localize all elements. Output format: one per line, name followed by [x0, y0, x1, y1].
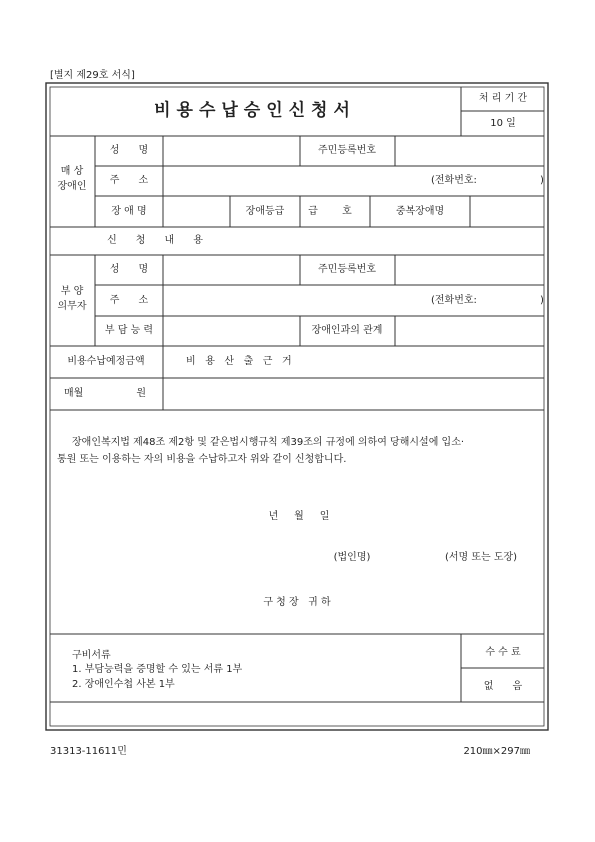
disability-name-field[interactable] — [164, 197, 229, 226]
cost-basis-heading: 비 용 산 출 근 거 — [186, 356, 292, 367]
monthly-basis-field[interactable] — [164, 380, 543, 408]
request-content-heading: 신 청 내 용 — [107, 235, 203, 246]
disability-name-label: 장 애 명 — [111, 206, 147, 217]
guardian-phone-close: ) — [540, 295, 544, 306]
multiple-disability-label: 중복장애명 — [395, 206, 445, 217]
disabled-id-field[interactable] — [396, 137, 543, 165]
disabled-phone-field[interactable] — [485, 167, 539, 195]
guardian-phone-label: (전화번호: — [431, 295, 477, 306]
fee-value: 없 음 — [483, 681, 523, 692]
guardian-section-label-1: 부 양 — [60, 286, 84, 297]
disability-grade-label: 장애등급 — [245, 206, 285, 217]
guardian-name-field[interactable] — [164, 256, 299, 284]
monthly-amount-field[interactable] — [96, 380, 136, 408]
relation-label: 장애인과의 관계 — [311, 325, 383, 336]
statement-line-1: 장애인복지법 제48조 제2항 및 같은법시행규칙 제39조의 규정에 의하여 당해시설에 입소· — [72, 437, 465, 448]
form-reference: [별지 제29호 서식] — [50, 70, 135, 81]
won-label: 원 — [136, 388, 146, 399]
disability-grade-field[interactable] — [301, 197, 369, 226]
paper-size: 210㎜×297㎜ — [463, 746, 530, 757]
multiple-disability-field[interactable] — [471, 197, 543, 226]
disabled-name-label: 성 명 — [109, 145, 149, 156]
form-code: 31313-11611민 — [50, 746, 127, 757]
relation-field[interactable] — [396, 317, 543, 345]
guardian-name-label: 성 명 — [109, 264, 149, 275]
required-documents-heading: 구비서류 — [72, 650, 111, 661]
guardian-id-field[interactable] — [396, 256, 543, 284]
disabled-person-section-label-1: 매 상 — [60, 166, 84, 177]
fee-label: 수 수 료 — [485, 647, 521, 658]
cost-basis-field[interactable] — [164, 347, 543, 377]
form-title: 비용수납승인신청서 — [154, 100, 356, 121]
disabled-address-field[interactable] — [164, 167, 434, 195]
addressee: 구 청 장 귀 하 — [263, 597, 331, 608]
guardian-id-label: 주민등록번호 — [318, 264, 376, 275]
processing-period-label: 처 리 기 간 — [478, 93, 528, 104]
grade-number-label: 호 — [342, 206, 352, 217]
required-document-2: 2. 장애인수첩 사본 1부 — [72, 679, 175, 690]
signature-label: (서명 또는 도장) — [444, 552, 518, 563]
disabled-phone-label: (전화번호: — [431, 175, 477, 186]
processing-period-value: 10 일 — [490, 118, 516, 129]
guardian-section-label-2: 의무자 — [57, 301, 87, 312]
guardian-address-label: 주 소 — [109, 295, 149, 306]
statement-line-2: 통원 또는 이용하는 자의 비용을 수납하고자 위와 같이 신청합니다. — [57, 454, 347, 465]
guardian-phone-field[interactable] — [485, 286, 539, 315]
disabled-name-field[interactable] — [164, 137, 299, 165]
fee-amount-label: 비용수납예정금액 — [67, 356, 145, 367]
organization-name-label: (법인명) — [333, 552, 371, 563]
disabled-address-label: 주 소 — [109, 175, 149, 186]
guardian-address-field[interactable] — [164, 286, 434, 315]
monthly-label: 매월 — [64, 388, 84, 399]
required-document-1: 1. 부담능력을 증명할 수 있는 서류 1부 — [72, 664, 243, 675]
grade-unit-label: 급 — [308, 206, 318, 217]
disabled-person-section-label-2: 장애인 — [57, 181, 87, 192]
disabled-id-label: 주민등록번호 — [318, 145, 376, 156]
disabled-phone-close: ) — [540, 175, 544, 186]
burden-ability-label: 부 담 능 력 — [104, 325, 154, 336]
date-line: 년 월 일 — [268, 511, 330, 522]
burden-ability-field[interactable] — [164, 317, 299, 345]
